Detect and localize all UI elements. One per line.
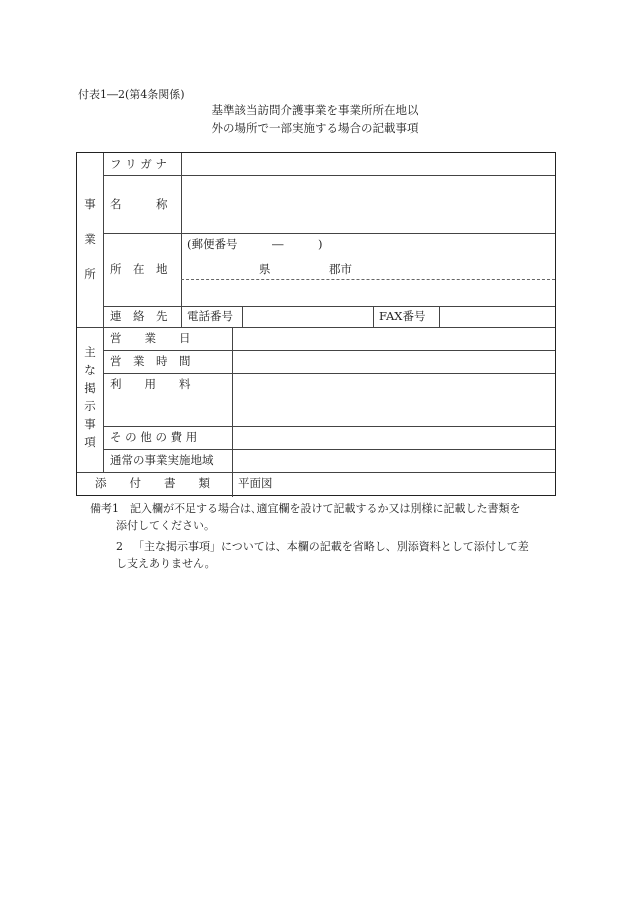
fax-label: FAX番号 xyxy=(379,309,426,323)
hline-6 xyxy=(103,373,555,374)
vline-phone-value xyxy=(242,306,243,327)
section-items-char-5: 事 xyxy=(84,417,96,431)
district-city-field[interactable]: 郡市 xyxy=(329,262,352,276)
service-area-label: 通常の事業実施地域 xyxy=(110,453,214,467)
hline-7 xyxy=(103,426,555,427)
postal-code-field[interactable]: (郵便番号 ― ) xyxy=(187,237,323,251)
page-title-line-2: 外の場所で一部実施する場合の記載事項 xyxy=(211,121,419,135)
hline-9 xyxy=(77,472,555,473)
note-1-line-2: 添付してください。 xyxy=(116,519,215,532)
note-1-line-1: 記入欄が不足する場合は､適宜欄を設けて記載するか又は別様に記載した書類を xyxy=(130,502,521,515)
office-location-label: 所 在 地 xyxy=(110,262,168,276)
vline-group xyxy=(103,153,104,472)
business-hours-label: 営 業 時 間 xyxy=(110,354,191,368)
page-title-line-1: 基準該当訪問介護事業を事業所所在地以 xyxy=(211,103,419,117)
hline-1 xyxy=(103,175,555,176)
hline-5 xyxy=(103,350,555,351)
form-table xyxy=(76,152,556,496)
business-days-label: 営 業 日 xyxy=(110,331,191,345)
section-items-char-2: な xyxy=(84,363,96,377)
office-name-label: 名 称 xyxy=(110,197,168,211)
section-items-char-3: 掲 xyxy=(84,381,96,395)
usage-fee-label: 利 用 料 xyxy=(110,377,191,391)
note-2-prefix: 2 xyxy=(116,540,123,553)
vline-label-office xyxy=(181,153,182,327)
attachments-value[interactable]: 平面図 xyxy=(238,476,273,490)
form-reference: 付表1―2(第4条関係) xyxy=(78,88,185,101)
hline-3 xyxy=(103,306,555,307)
hline-2 xyxy=(103,233,555,234)
other-fees-label: そ の 他 の 費 用 xyxy=(110,430,198,444)
vline-fax-label xyxy=(373,306,374,327)
section-office-char-1: 事 xyxy=(84,197,96,211)
section-office-char-2: 業 xyxy=(84,232,96,246)
section-office-char-3: 所 xyxy=(84,267,96,281)
section-items-char-4: 示 xyxy=(84,399,96,413)
section-items-char-6: 項 xyxy=(84,435,96,449)
note-2-line-2: し支えありません。 xyxy=(116,557,216,570)
prefecture-field[interactable]: 県 xyxy=(259,262,271,276)
contact-label: 連 絡 先 xyxy=(110,309,168,323)
hline-4 xyxy=(77,327,555,328)
attachments-label: 添 付 書 類 xyxy=(95,476,210,490)
section-items-char-1: 主 xyxy=(84,345,96,359)
note-1-prefix: 備考1 xyxy=(90,502,119,515)
furigana-label: フ リ ガ ナ xyxy=(110,157,167,171)
phone-label: 電話番号 xyxy=(187,309,233,323)
note-2-line-1: 「主な掲示事項」については、本欄の記載を省略し、別添資料として添付して差 xyxy=(133,540,529,553)
address-dashed-line xyxy=(181,279,555,280)
vline-fax-value xyxy=(439,306,440,327)
notes xyxy=(90,500,560,572)
hline-8 xyxy=(103,449,555,450)
